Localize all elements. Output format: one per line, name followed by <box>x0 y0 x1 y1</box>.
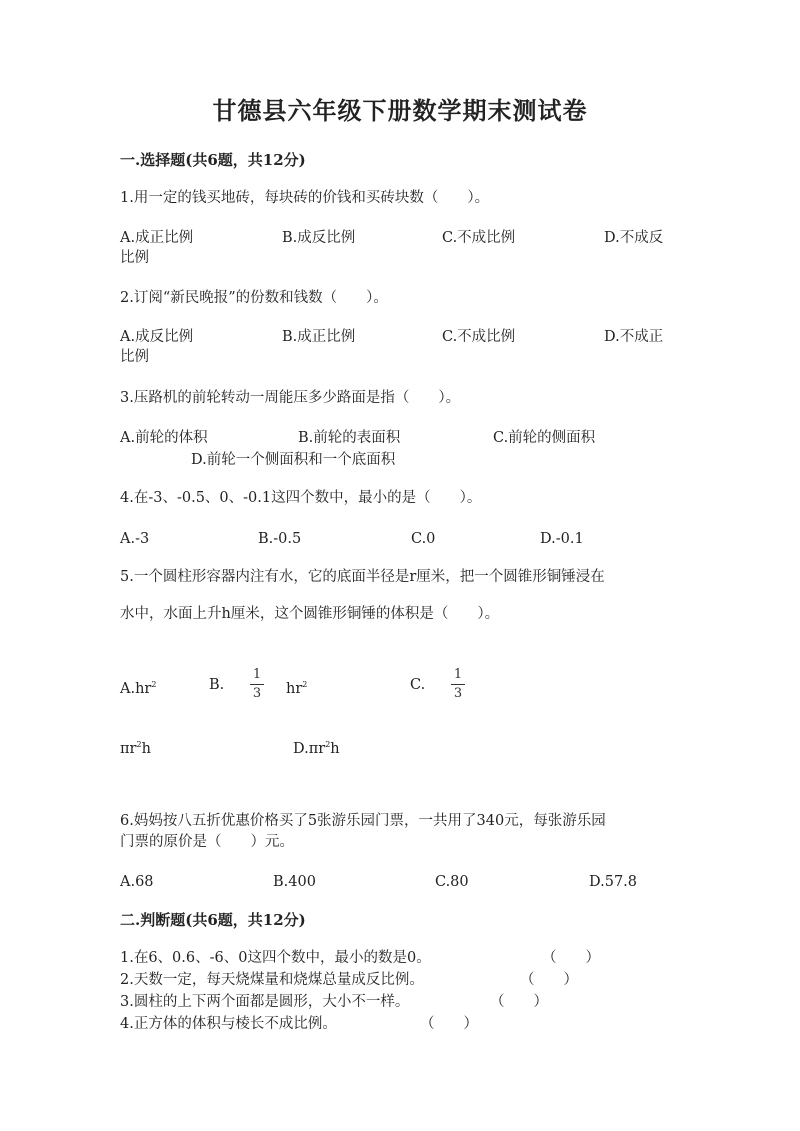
question-3-option-a[interactable]: A.前轮的体积 <box>120 430 208 446</box>
question-4-option-b[interactable]: B.-0.5 <box>258 531 302 547</box>
question-3-stem: 3.压路机的前轮转动一周能压多少路面是指（ ）。 <box>120 390 461 406</box>
question-6-stem-line-2: 门票的原价是（ ）元。 <box>120 834 294 850</box>
page-title: 甘德县六年级下册数学期末测试卷 <box>212 96 588 125</box>
exponent: 2 <box>151 680 157 689</box>
question-5-option-b-expression <box>286 675 307 699</box>
option-d-expression: D.πr <box>293 740 326 757</box>
fraction-denominator: 3 <box>252 686 262 701</box>
question-2-option-c[interactable]: C.不成比例 <box>442 329 516 345</box>
option-a-expression: A.hr <box>120 680 152 697</box>
judgement-item-1: 1.在6、0.6、-6、0这四个数中，最小的数是0。 <box>120 950 431 966</box>
question-4-option-d[interactable]: D.-0.1 <box>540 531 584 547</box>
question-1-option-a[interactable]: A.成正比例 <box>120 230 194 246</box>
question-1-option-d[interactable]: D.不成反 <box>604 230 664 246</box>
exponent: 2 <box>302 680 308 689</box>
question-2-stem: 2.订阅“新民晚报”的份数和钱数（ ）。 <box>120 290 388 306</box>
question-5-option-c-label[interactable]: C. <box>410 677 426 693</box>
section-heading-judgement: 二.判断题(共6题，共12分) <box>120 911 306 929</box>
exponent: 2 <box>325 740 331 749</box>
option-d-expression-tail: h <box>330 740 340 757</box>
fraction-numerator: 1 <box>252 667 262 682</box>
question-6-stem-line-1: 6.妈妈按八五折优惠价格买了5张游乐园门票，一共用了340元，每张游乐园 <box>120 813 606 829</box>
question-2-option-d[interactable]: D.不成正 <box>604 329 664 345</box>
question-5-stem-line-2: 水中，水面上升h厘米，这个圆锥形铜锤的体积是（ ）。 <box>120 606 500 622</box>
exponent: 2 <box>136 740 142 749</box>
question-4-option-c[interactable]: C.0 <box>411 531 436 547</box>
option-b-expression: hr <box>286 680 303 697</box>
judgement-item-4: 4.正方体的体积与棱长不成比例。 <box>120 1016 337 1032</box>
question-6-option-c[interactable]: C.80 <box>435 874 469 890</box>
question-5-option-a[interactable] <box>120 675 156 699</box>
section-heading-choice: 一.选择题(共6题，共12分) <box>120 151 306 169</box>
question-6-option-a[interactable]: A.68 <box>120 874 154 890</box>
fraction-denominator: 3 <box>453 686 463 701</box>
question-3-option-c[interactable]: C.前轮的侧面积 <box>493 430 596 446</box>
fraction-bar <box>250 684 264 685</box>
fraction-numerator: 1 <box>453 667 463 682</box>
fraction-one-third <box>450 668 466 701</box>
question-2-option-d-continued: 比例 <box>120 349 149 365</box>
judgement-answer-blank-3[interactable]: （ ） <box>490 994 548 1010</box>
question-1-option-d-continued: 比例 <box>120 250 149 266</box>
question-2-option-b[interactable]: B.成正比例 <box>282 329 356 345</box>
judgement-item-3: 3.圆柱的上下两个面都是圆形，大小不一样。 <box>120 994 410 1010</box>
question-5-option-c-expression <box>120 735 151 759</box>
question-3-option-d[interactable]: D.前轮一个侧面积和一个底面积 <box>191 452 396 468</box>
judgement-answer-blank-4[interactable]: （ ） <box>420 1016 478 1032</box>
fraction-bar <box>451 684 465 685</box>
judgement-item-2: 2.天数一定，每天烧煤量和烧煤总量成反比例。 <box>120 972 424 988</box>
option-c-expression: πr <box>120 740 137 757</box>
option-c-expression-tail: h <box>141 740 151 757</box>
question-3-option-b[interactable]: B.前轮的表面积 <box>298 430 401 446</box>
question-4-option-a[interactable]: A.-3 <box>120 531 150 547</box>
judgement-answer-blank-2[interactable]: （ ） <box>520 972 578 988</box>
question-6-option-d[interactable]: D.57.8 <box>589 874 638 890</box>
judgement-answer-blank-1[interactable]: （ ） <box>542 950 600 966</box>
question-4-stem: 4.在-3、-0.5、0、-0.1这四个数中，最小的是（ ）。 <box>120 490 482 506</box>
question-2-option-a[interactable]: A.成反比例 <box>120 329 194 345</box>
question-1-option-b[interactable]: B.成反比例 <box>282 230 356 246</box>
question-5-option-b-label[interactable]: B. <box>209 677 225 693</box>
question-5-stem-line-1: 5.一个圆柱形容器内注有水，它的底面半径是r厘米，把一个圆锥形铜锤浸在 <box>120 569 605 585</box>
question-6-option-b[interactable]: B.400 <box>273 874 316 890</box>
fraction-one-third <box>249 668 265 701</box>
question-5-option-d[interactable] <box>293 735 340 759</box>
question-1-stem: 1.用一定的钱买地砖，每块砖的价钱和买砖块数（ ）。 <box>120 190 490 206</box>
question-1-option-c[interactable]: C.不成比例 <box>442 230 516 246</box>
